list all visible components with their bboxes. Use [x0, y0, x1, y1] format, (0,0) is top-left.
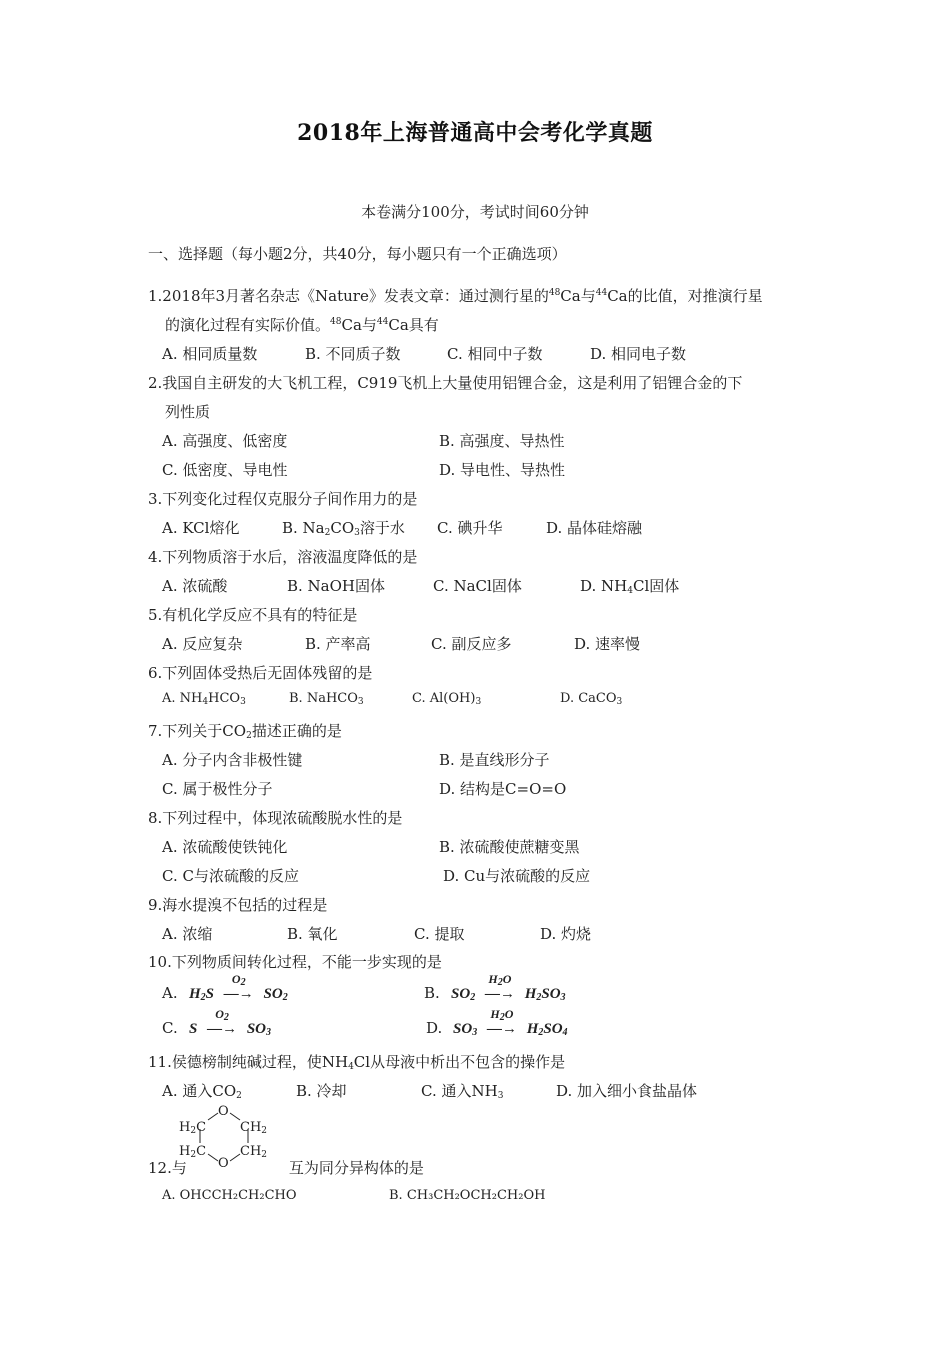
section-heading: 一、选择题（每小题2分，共40分，每小题只有一个正确选项） — [148, 245, 567, 263]
q4-option-a: A. 浓硫酸 — [162, 577, 228, 595]
question-9-stem: 9.海水提溴不包括的过程是 — [148, 896, 328, 914]
question-1-stem-line1: 1.2018年3月著名杂志《Nature》发表文章：通过测行星的$^{48}$Ca与$^{44}$Ca的比值，对推演行星 — [148, 287, 763, 305]
q7-option-c: C. 属于极性分子 — [162, 780, 273, 798]
page-title: 2018年上海普通高中会考化学真题 — [297, 120, 653, 146]
q10-label-d: D. — [426, 1019, 443, 1037]
reaction-arrow-icon: $H_2O$ —→ — [484, 972, 515, 1002]
exam-info: 本卷满分100分，考试时间60分钟 — [361, 203, 589, 221]
q9-option-c: C. 提取 — [414, 925, 465, 943]
q4-option-d: D. $NH_4Cl$固体 — [580, 577, 680, 596]
reaction-arrow-icon: $O_2$ —→ — [207, 1007, 238, 1037]
q10-reaction-a: $H_2S$ $O_2$ —→ $SO_2$ — [189, 972, 288, 1003]
q5-option-c: C. 副反应多 — [431, 635, 512, 653]
q1-option-a: A. 相同质量数 — [162, 345, 258, 363]
q7-option-a: A. 分子内含非极性键 — [162, 751, 303, 769]
q9-option-d: D. 灼烧 — [540, 925, 592, 943]
q10-label-b: B. — [424, 984, 440, 1002]
q10-reaction-c: S $O_2$ —→ $SO_3$ — [189, 1007, 272, 1038]
q8-option-a: A. 浓硫酸使铁钝化 — [162, 838, 288, 856]
q6-option-a: A. $NH_4HCO_3$ — [162, 691, 246, 707]
q3-option-a: A. KCl熔化 — [162, 519, 240, 537]
q2-option-c: C. 低密度、导电性 — [162, 461, 288, 479]
q10-reaction-d: $SO_3$ $H_2O$ —→ $H_2SO_4$ — [453, 1007, 568, 1038]
question-11-stem: 11.侯德榜制纯碱过程，使$NH_4Cl$从母液中析出不包含的操作是 — [148, 1053, 566, 1072]
q11-option-d: D. 加入细小食盐晶体 — [556, 1082, 698, 1100]
q5-option-d: D. 速率慢 — [574, 635, 641, 653]
q1-option-d: D. 相同电子数 — [590, 345, 687, 363]
q4-option-b: B. NaOH固体 — [287, 577, 386, 595]
reaction-arrow-icon: $O_2$ —→ — [223, 972, 254, 1002]
q8-option-d: D. Cu与浓硫酸的反应 — [443, 867, 591, 885]
dioxane-structure: O $H_2C$ $CH_2$ $H_2C$ $CH_2$ O — [176, 1104, 276, 1168]
q10-label-a: A. — [162, 984, 178, 1002]
question-1-stem-line2: 的演化过程有实际价值。$^{48}$Ca与$^{44}$Ca具有 — [165, 316, 439, 334]
q8-option-b: B. 浓硫酸使蔗糖变黑 — [439, 838, 580, 856]
q11-option-a: A. 通入$CO_2$ — [162, 1082, 242, 1101]
question-4-stem: 4.下列物质溶于水后，溶液温度降低的是 — [148, 548, 418, 566]
q12-option-a: A. OHCCH₂CH₂CHO — [162, 1188, 297, 1203]
question-6-stem: 6.下列固体受热后无固体残留的是 — [148, 664, 373, 682]
q6-option-b: B. NaHCO$_3$ — [289, 691, 364, 707]
q11-option-b: B. 冷却 — [296, 1082, 347, 1100]
q7-option-d: D. 结构是C=O=O — [439, 780, 567, 798]
question-8-stem: 8.下列过程中，体现浓硫酸脱水性的是 — [148, 809, 403, 827]
q6-option-c: C. $Al(OH)_3$ — [412, 691, 482, 707]
q2-option-b: B. 高强度、导热性 — [439, 432, 565, 450]
question-2-stem-line2: 列性质 — [165, 403, 211, 421]
question-5-stem: 5.有机化学反应不具有的特征是 — [148, 606, 358, 624]
q5-option-b: B. 产率高 — [305, 635, 371, 653]
question-12-stem: 12.与 互为同分异构体的是 — [148, 1159, 424, 1177]
question-3-stem: 3.下列变化过程仅克服分子间作用力的是 — [148, 490, 418, 508]
q2-option-a: A. 高强度、低密度 — [162, 432, 288, 450]
q10-reaction-b: $SO_2$ $H_2O$ —→ $H_2SO_3$ — [451, 972, 566, 1003]
q10-label-c: C. — [162, 1019, 178, 1037]
q1-option-b: B. 不同质子数 — [305, 345, 401, 363]
q3-option-d: D. 晶体硅熔融 — [546, 519, 643, 537]
q8-option-c: C. C与浓硫酸的反应 — [162, 867, 299, 885]
q5-option-a: A. 反应复杂 — [162, 635, 243, 653]
question-2-stem-line1: 2.我国自主研发的大飞机工程，C919飞机上大量使用铝锂合金，这是利用了铝锂合金的下 — [148, 374, 743, 392]
q9-option-b: B. 氧化 — [287, 925, 338, 943]
q3-option-b: B. $Na_2CO_3$溶于水 — [282, 519, 405, 538]
question-7-stem: 7.下列关于$CO_2$描述正确的是 — [148, 722, 342, 741]
question-10-stem: 10.下列物质间转化过程，不能一步实现的是 — [148, 953, 442, 971]
q12-option-b: B. CH₃CH₂OCH₂CH₂OH — [389, 1188, 546, 1203]
q11-option-c: C. 通入$NH_3$ — [421, 1082, 504, 1101]
q4-option-c: C. NaCl固体 — [433, 577, 522, 595]
q2-option-d: D. 导电性、导热性 — [439, 461, 566, 479]
q9-option-a: A. 浓缩 — [162, 925, 213, 943]
q3-option-c: C. 碘升华 — [437, 519, 503, 537]
reaction-arrow-icon: $H_2O$ —→ — [486, 1007, 517, 1037]
q1-option-c: C. 相同中子数 — [447, 345, 543, 363]
q6-option-d: D. CaCO$_3$ — [560, 691, 623, 707]
q7-option-b: B. 是直线形分子 — [439, 751, 550, 769]
